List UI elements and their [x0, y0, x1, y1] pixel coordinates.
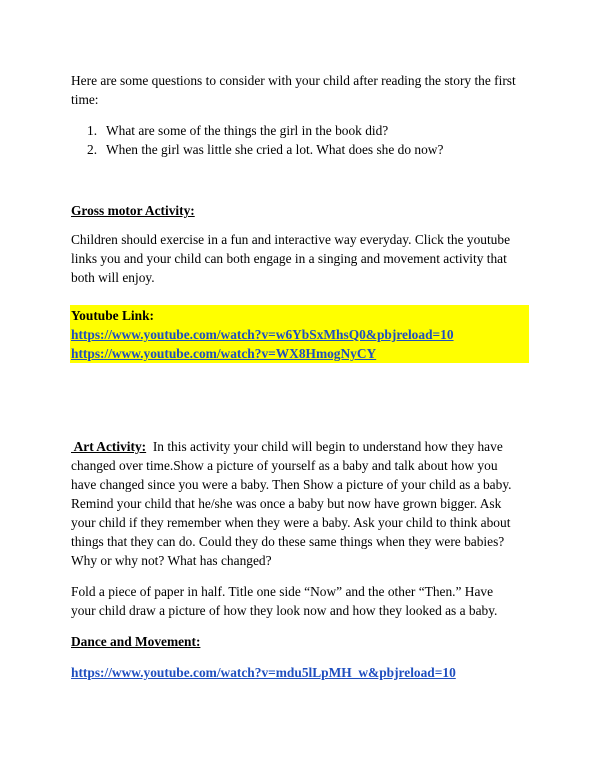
dance-section: [71, 632, 531, 651]
gross-motor-heading: Gross motor Activity:: [71, 203, 195, 218]
gross-motor-line: both will enjoy.: [71, 270, 155, 285]
questions-list: [87, 121, 527, 159]
art-first-line: [71, 437, 531, 456]
art-line: your child if they remember when they were a baby. Ask your child to think about: [71, 515, 511, 530]
question-text: When the girl was little she cried a lot. What does she do now?: [106, 142, 444, 157]
question-item: [87, 121, 527, 140]
gross-motor-paragraph: [71, 230, 531, 287]
youtube-label: Youtube Link:: [71, 308, 154, 323]
intro-paragraph: [71, 71, 531, 109]
art-line: Remind your child that he/she was once a baby but now have grown bigger. Ask: [71, 496, 502, 511]
gross-motor-line: links you and your child can both engage in a singing and movement activity that: [71, 251, 507, 266]
question-number: 2.: [87, 142, 98, 157]
art-activity-heading: Art Activity:: [71, 439, 147, 454]
art-activity-paragraph: [71, 437, 531, 570]
art-line: changed over time.Show a picture of yourself as a baby and talk about how you: [71, 458, 498, 473]
art-line: have changed since you were a baby. Then Show a picture of your child as a baby.: [71, 477, 512, 492]
art-line: Why or why not? What has changed?: [71, 553, 272, 568]
youtube-links-block: [71, 306, 454, 363]
fold-paper-paragraph: [71, 582, 531, 620]
art-line: In this activity your child will begin to understand how they have: [146, 439, 503, 454]
dance-youtube-link[interactable]: https://www.youtube.com/watch?v=mdu5lLpMH_w&pbjreload=10: [71, 665, 456, 680]
art-line: things that they can do. Could they do these same things when they were babies?: [71, 534, 505, 549]
fold-line: Fold a piece of paper in half. Title one side “Now” and the other “Then.” Have: [71, 584, 494, 599]
question-number: 1.: [87, 123, 98, 138]
youtube-links-highlight: [70, 305, 529, 363]
dance-link-block: [71, 663, 531, 682]
question-text: What are some of the things the girl in the book did?: [106, 123, 389, 138]
gross-motor-line: Children should exercise in a fun and interactive way everyday. Click the youtube: [71, 232, 511, 247]
youtube-link-1[interactable]: https://www.youtube.com/watch?v=w6YbSxMhsQ0&pbjreload=10: [71, 327, 454, 342]
gross-motor-section: [71, 201, 531, 220]
intro-line: Here are some questions to consider with your child after reading the story the first: [71, 73, 516, 88]
intro-line: time:: [71, 92, 99, 107]
dance-heading: Dance and Movement:: [71, 634, 201, 649]
youtube-link-2[interactable]: https://www.youtube.com/watch?v=WX8HmogNyCY: [71, 346, 377, 361]
fold-line: your child draw a picture of how they look now and how they looked as a baby.: [71, 603, 498, 618]
question-item: [87, 140, 527, 159]
